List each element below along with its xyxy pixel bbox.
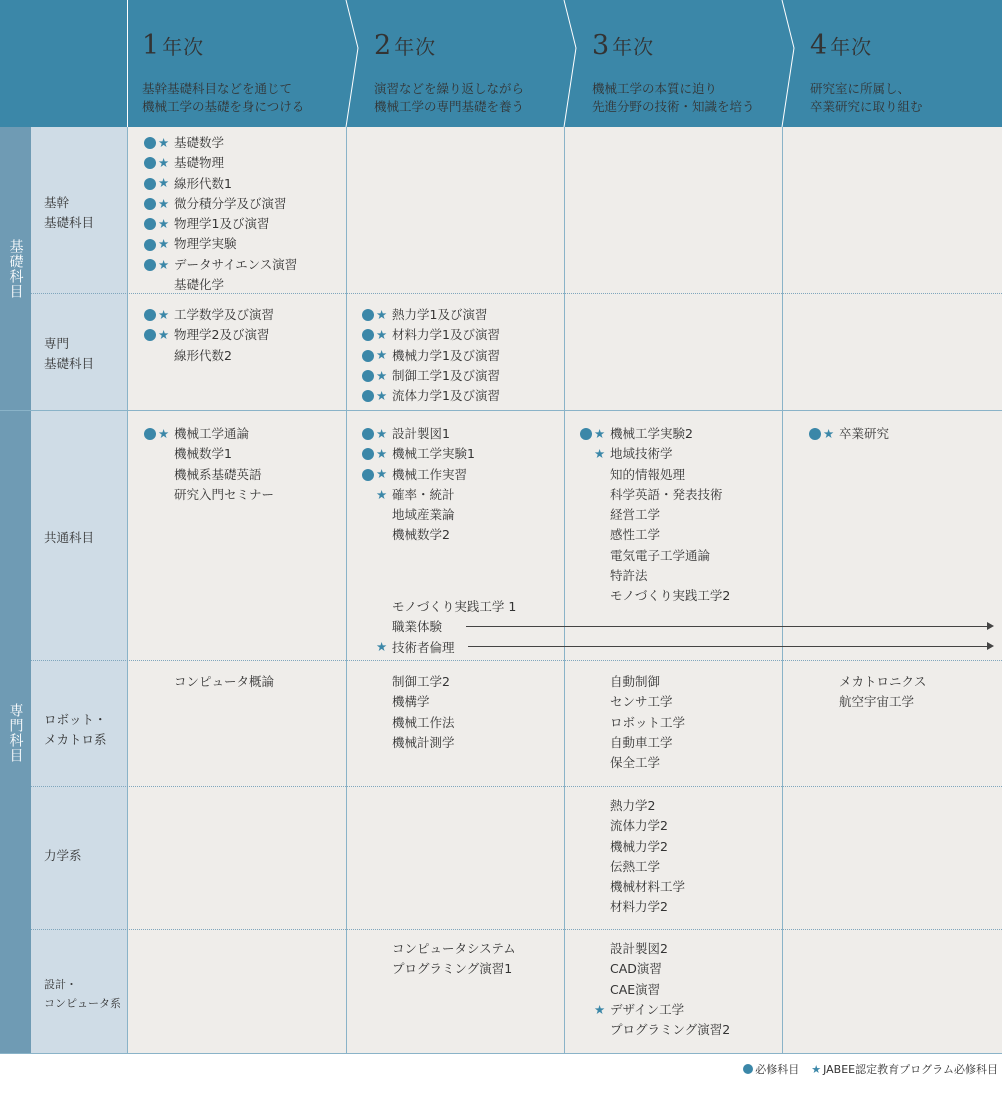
course-item [362,325,500,345]
course-marker [362,641,392,654]
jabee-star-icon: ★ [823,425,835,441]
course-item [580,672,685,692]
jabee-star-icon: ★ [376,466,388,482]
course-list-common-year3 [580,424,730,607]
course-marker [144,218,174,231]
required-dot-icon [144,178,156,190]
required-dot-icon [144,157,156,169]
category-mechanics: 力学系 [44,848,82,863]
course-name: 自動制御 [610,674,661,689]
grid-line [782,127,783,1054]
course-name: 物理学実験 [174,236,237,252]
required-dot-icon [144,239,156,251]
course-name: 基礎数学 [174,135,225,150]
jabee-star-icon: ★ [376,367,388,383]
course-item [144,133,297,153]
course-name: 物理学2及び演習 [174,327,270,343]
course-item [580,939,730,959]
course-item [580,444,730,464]
required-dot-icon [743,1064,753,1074]
course-name: 保全工学 [610,755,661,771]
course-list-core-year1 [144,133,297,295]
course-name: 熱力学1及び演習 [392,307,488,322]
year-1-title: 1 年次 [142,30,205,61]
course-name: 設計製図1 [392,426,450,441]
year-1-description: 基幹基礎科目などを通じて 機械工学の基礎を身につける [142,81,305,114]
course-item [362,386,500,406]
course-item [144,255,297,275]
course-item [362,733,455,753]
category-robot-mechatro: ロボット・ メカトロ系 [44,712,107,747]
jabee-star-icon: ★ [158,256,170,272]
jabee-star-icon: ★ [376,388,388,404]
course-marker [144,134,174,150]
course-name: 流体力学2 [610,818,668,834]
required-dot-icon [362,350,374,362]
jabee-star-icon: ★ [376,639,388,655]
category-common: 共通科目 [44,530,95,545]
category-column [31,127,127,1054]
course-item [362,713,455,733]
course-list-common-year2 [362,424,475,546]
course-item [809,424,889,444]
required-dot-icon [144,218,156,230]
course-name: デザイン工学 [610,1001,685,1017]
required-dot-icon [362,370,374,382]
course-item [362,505,475,525]
year-4-description: 研究室に所属し、 卒業研究に取り組む [810,81,923,114]
course-marker [362,306,392,322]
course-item [580,566,730,586]
course-item [144,325,274,345]
legend-jabee-label: JABEE認定教育プログラム必修科目 [823,1063,998,1076]
course-item [580,713,685,733]
course-item [580,897,685,917]
required-dot-icon [580,428,592,440]
jabee-star-icon: ★ [376,425,388,441]
course-item [144,424,274,444]
grid-line [127,127,128,1054]
jabee-star-icon: ★ [376,306,388,322]
course-item [809,672,926,692]
course-marker [809,425,839,441]
course-name: 機械材料工学 [610,879,686,895]
course-item [580,525,730,545]
course-name: 材料力学1及び演習 [392,327,500,343]
course-item [362,959,516,979]
course-name: 地域産業論 [392,507,455,523]
course-marker [362,349,392,362]
course-name: 職業体験 [392,619,443,635]
jabee-star-icon: ★ [158,134,170,150]
category-core-basic: 基幹 基礎科目 [44,195,95,230]
course-name: モノづくり実践工学2 [610,588,731,604]
required-dot-icon [362,329,374,341]
course-item [362,424,475,444]
course-item [362,525,475,545]
course-item [580,877,685,897]
course-name: 機構学 [392,694,430,710]
jabee-star-icon: ★ [158,216,170,232]
course-item [580,485,730,505]
grid-line [564,127,565,1054]
row-divider [31,929,1002,930]
course-item [144,465,274,485]
required-dot-icon [362,469,374,481]
course-item [144,305,274,325]
course-name: 機械工学実験1 [392,446,475,462]
row-divider [31,660,1002,661]
jabee-star-icon: ★ [811,1062,822,1076]
course-marker [144,329,174,342]
course-item [580,837,685,857]
course-item [362,672,455,692]
course-list-common-span [362,597,516,658]
course-name: 機械系基礎英語 [174,466,262,482]
jabee-star-icon: ★ [158,327,170,343]
course-item [580,796,685,816]
course-name: 基礎物理 [174,155,225,171]
course-list-robot-year3 [580,672,685,773]
category-design-computer: 設計・ コンピュータ系 [44,978,121,1010]
course-marker [362,448,392,461]
jabee-star-icon: ★ [376,327,388,343]
course-marker [362,367,392,383]
course-marker [580,425,610,441]
required-dot-icon [144,198,156,210]
course-name: 科学英語・発表技術 [610,486,723,502]
header-corner [0,0,127,127]
course-marker [144,256,174,272]
course-item [580,692,685,712]
jabee-star-icon: ★ [376,347,388,363]
group-basic-subjects: 基礎科目 [0,127,31,410]
course-name: 経営工学 [610,507,661,523]
course-name: 制御工学2 [392,674,450,689]
course-item [362,346,500,366]
arrow-right-icon [987,642,994,650]
year-2-column [347,127,564,1054]
course-name: 機械工学実験2 [610,426,693,441]
course-list-robot-year4 [809,672,926,713]
course-marker [580,448,610,461]
course-name: 基礎化学 [174,277,225,293]
course-marker [144,177,174,190]
course-name: 物理学1及び演習 [174,216,270,232]
course-name: 卒業研究 [839,426,890,441]
course-list-robot-year2 [362,672,455,753]
course-name: 機械力学2 [610,838,668,854]
required-dot-icon [362,390,374,402]
course-name: 感性工学 [610,527,661,543]
course-name: 研究入門セミナー [174,486,275,502]
course-name: プログラミング演習2 [610,1022,731,1038]
course-list-specialized-year1 [144,305,274,366]
course-name: 制御工学1及び演習 [392,367,500,383]
course-item [144,275,297,295]
arrow-right-icon [987,622,994,630]
course-item [580,816,685,836]
course-list-design-year2 [362,939,516,980]
required-dot-icon [144,137,156,149]
course-name: 機械工学通論 [174,426,250,441]
course-name: CAD演習 [610,961,662,977]
course-list-common-year4 [809,424,889,444]
required-dot-icon [809,428,821,440]
group-specialized-subjects: 専門科目 [0,411,31,1054]
course-marker [362,425,392,441]
course-name: 材料力学2 [610,899,668,915]
course-marker [144,425,174,441]
course-item [580,546,730,566]
course-name: 機械工作法 [392,714,455,730]
jabee-star-icon: ★ [376,446,388,462]
course-item [580,733,685,753]
span-arrow-line [468,646,987,647]
course-marker [362,468,392,481]
table-bottom [0,1053,1002,1054]
course-list-specialized-year2 [362,305,500,406]
course-name: 機械数学2 [392,527,450,543]
course-name: 技術者倫理 [392,639,455,655]
course-marker [362,390,392,403]
course-item [362,444,475,464]
year-3-title: 3 年次 [592,30,655,61]
legend [743,1061,998,1077]
row-divider [31,786,1002,787]
course-item [580,505,730,525]
course-item [362,638,516,658]
course-name: 知的情報処理 [610,466,686,482]
jabee-star-icon: ★ [376,486,388,502]
course-item [580,586,730,606]
course-marker [144,306,174,322]
course-name: コンピュータシステム [392,941,516,956]
course-name: 機械数学1 [174,446,232,462]
course-name: ロボット工学 [610,714,686,730]
course-name: 設計製図2 [610,941,668,956]
course-name: 工学数学及び演習 [174,307,275,322]
course-list-common-year1 [144,424,274,505]
course-marker [362,486,392,502]
course-name: メカトロニクス [839,674,927,689]
course-item [580,980,730,1000]
course-item [362,465,475,485]
course-marker [144,238,174,251]
course-name: プログラミング演習1 [392,961,513,977]
course-item [144,153,297,173]
course-name: センサ工学 [610,694,673,710]
required-dot-icon [144,329,156,341]
year-2-title: 2 年次 [374,30,437,61]
course-list-design-year3 [580,939,730,1040]
course-item [144,485,274,505]
course-name: 線形代数1 [174,175,232,191]
course-name: 熱力学2 [610,798,656,813]
course-name: コンピュータ概論 [174,674,275,689]
course-name: 地域技術学 [610,446,673,462]
required-dot-icon [144,428,156,440]
jabee-star-icon: ★ [594,1001,606,1017]
course-marker [144,195,174,211]
jabee-star-icon: ★ [158,425,170,441]
course-name: 特許法 [610,568,648,584]
required-dot-icon [362,309,374,321]
course-list-robot-year1 [144,672,274,692]
course-item [362,485,475,505]
course-name: データサイエンス演習 [174,256,298,272]
span-arrow-line [466,626,987,627]
year-2-description: 演習などを繰り返しながら 機械工学の専門基礎を養う [374,81,525,114]
course-marker [362,329,392,342]
course-name: 機械計測学 [392,734,455,750]
course-item [362,366,500,386]
course-name: 伝熱工学 [610,858,661,874]
grid-line [346,127,347,1054]
course-item [580,959,730,979]
course-item [580,753,685,773]
course-name: 機械力学1及び演習 [392,347,500,363]
course-marker [580,1001,610,1017]
category-specialized-basic: 専門 基礎科目 [44,336,95,371]
jabee-star-icon: ★ [158,306,170,322]
course-name: 機械工作実習 [392,466,468,482]
course-item [144,174,297,194]
course-name: モノづくり実践工学 1 [392,599,517,614]
course-item [362,939,516,959]
course-item [362,692,455,712]
course-name: 航空宇宙工学 [839,694,915,710]
jabee-star-icon: ★ [594,446,606,462]
jabee-star-icon: ★ [594,425,606,441]
course-item [144,194,297,214]
jabee-star-icon: ★ [158,195,170,211]
required-dot-icon [362,448,374,460]
course-item [144,672,274,692]
course-name: 流体力学1及び演習 [392,388,500,404]
course-item [362,597,516,617]
course-name: 自動車工学 [610,734,673,750]
required-dot-icon [144,309,156,321]
year-4-title: 4 年次 [810,30,873,61]
required-dot-icon [144,259,156,271]
course-item [809,692,926,712]
course-item [362,305,500,325]
group-divider [0,410,1002,411]
course-item [144,444,274,464]
course-marker [144,157,174,170]
course-item [580,1020,730,1040]
course-name: CAE演習 [610,981,661,997]
year-3-description: 機械工学の本質に迫り 先進分野の技術・知識を培う [592,81,755,114]
required-dot-icon [362,428,374,440]
course-list-mechanics-year3 [580,796,685,918]
jabee-star-icon: ★ [158,155,170,171]
legend-required-label: 必修科目 [755,1063,800,1076]
course-item [580,1000,730,1020]
jabee-star-icon: ★ [158,236,170,252]
course-item [580,857,685,877]
jabee-star-icon: ★ [158,175,170,191]
course-name: 微分積分学及び演習 [174,195,287,211]
course-name: 線形代数2 [174,347,232,363]
course-name: 電気電子工学通論 [610,547,711,563]
course-item [580,424,730,444]
course-item [362,617,516,637]
course-item [144,214,297,234]
course-item [144,234,297,254]
year-4-column [783,127,1002,1054]
course-item [144,346,274,366]
course-name: 確率・統計 [392,486,455,502]
course-item [580,465,730,485]
